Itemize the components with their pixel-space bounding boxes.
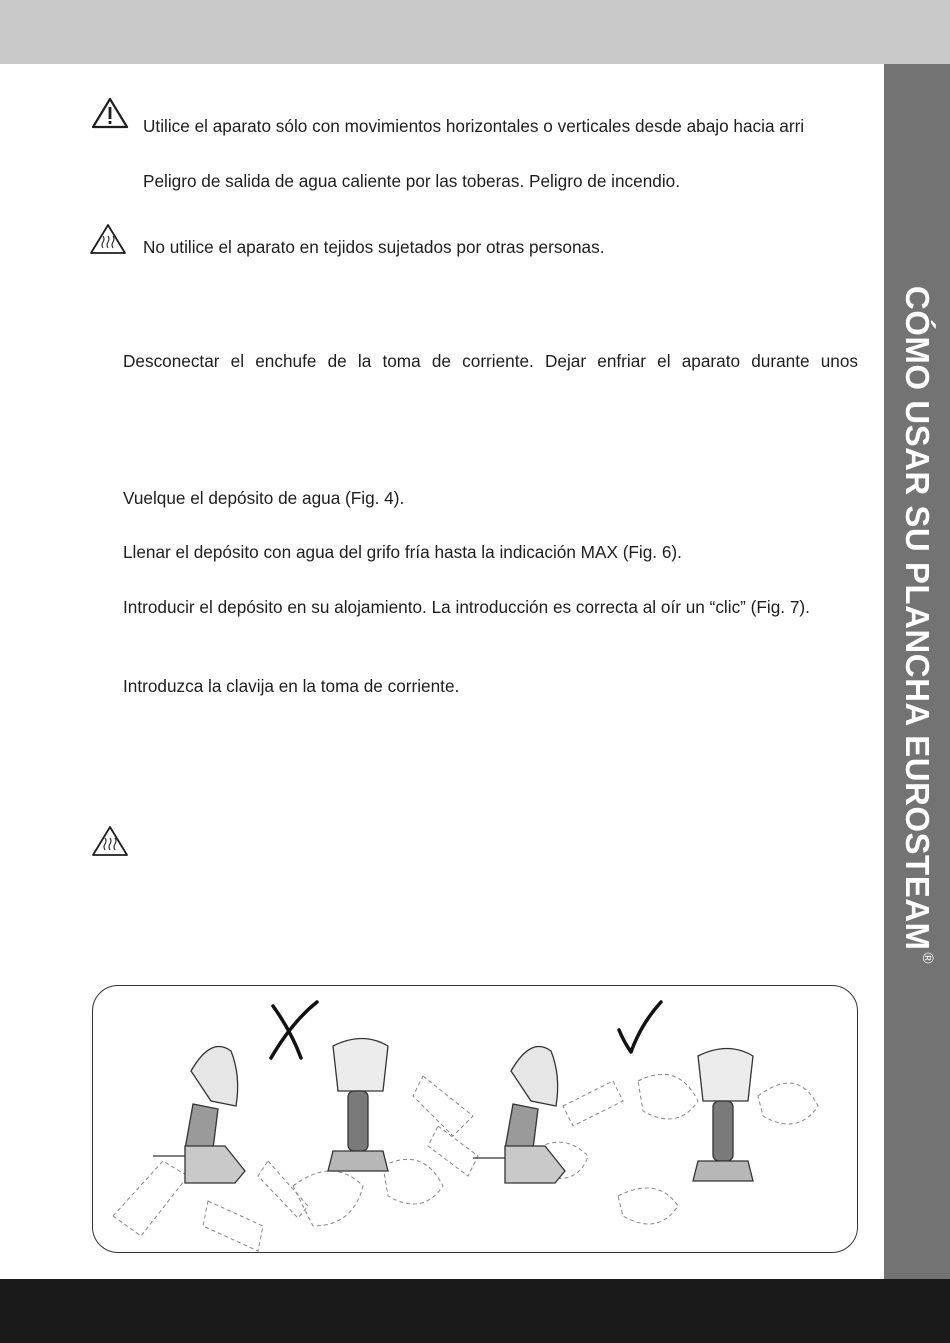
text-line-2: Peligro de salida de agua caliente por las toberas. Peligro de incendio.	[143, 171, 680, 191]
text-line-4: Desconectar el enchufe de la toma de corriente. Dejar enfriar el aparato durante unos	[123, 351, 858, 371]
warning-triangle-icon	[90, 96, 130, 130]
registered-mark: ®	[919, 952, 936, 965]
hot-surface-icon	[88, 222, 128, 256]
steamer-front-right	[693, 1049, 753, 1182]
header-band	[0, 0, 950, 64]
text-line-1: Utilice el aparato sólo con movimientos horizontales o verticales desde abajo hacia arri	[143, 116, 805, 136]
text-line-8: Introduzca la clavija en la toma de corriente.	[123, 676, 460, 696]
usage-illustration	[92, 985, 858, 1253]
text-line-3: No utilice el aparato en tejidos sujetados por otras personas.	[143, 237, 605, 257]
steamer-side-wrong	[153, 1047, 245, 1184]
hot-surface-icon	[90, 824, 130, 858]
text-line-5: Vuelque el depósito de agua (Fig. 4).	[123, 488, 405, 508]
section-title-text: CÓMO USAR SU PLANCHA EUROSTEAM	[899, 285, 936, 951]
steamer-illustrations	[93, 986, 859, 1254]
text-line-6: Llenar el depósito con agua del grifo fría hasta la indicación MAX (Fig. 6).	[123, 542, 682, 562]
text-line-7: Introducir el depósito en su alojamiento. La introducción es correcta al oír un “clic” (Fig. 7).	[123, 597, 810, 617]
steamer-side-right	[473, 1047, 565, 1184]
footer-band	[0, 1279, 950, 1343]
check-mark-icon	[613, 996, 667, 1058]
cross-mark-icon	[265, 998, 325, 1062]
steamer-front-wrong	[328, 1039, 388, 1172]
section-title	[898, 286, 936, 964]
